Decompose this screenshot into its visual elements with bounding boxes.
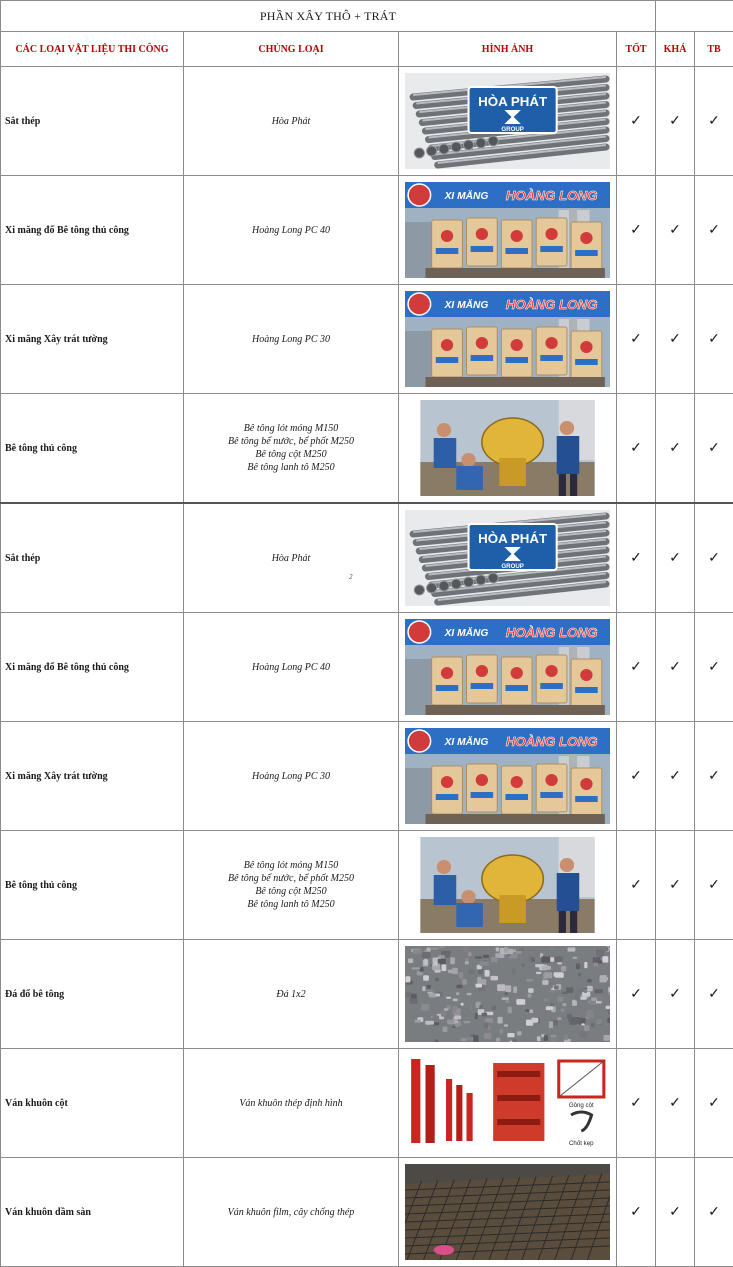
banner-text: XI MĂNG — [444, 626, 489, 639]
rating-good-check: ✓ — [617, 722, 656, 831]
rating-fair-check: ✓ — [656, 940, 695, 1049]
header-fair: KHÁ — [656, 32, 695, 67]
material-type — [184, 1049, 399, 1158]
concrete-mixer-photo — [405, 837, 610, 933]
material-name: Ván khuôn dầm sàn — [1, 1158, 184, 1267]
material-name: Sắt thép — [1, 67, 184, 176]
material-name: Xi măng đổ Bê tông thủ công — [1, 613, 184, 722]
title-row — [1, 1, 733, 32]
rating-good-check: ✓ — [617, 285, 656, 394]
material-image-cell — [399, 722, 617, 831]
table-row — [1, 940, 733, 1049]
stray-mark: 2 — [349, 573, 353, 581]
table-row — [1, 613, 733, 722]
material-image — [405, 510, 610, 606]
caption-clip: Chốt kẹp — [569, 1141, 594, 1147]
rating-good-check: ✓ — [617, 394, 656, 504]
rating-good-check: ✓ — [617, 613, 656, 722]
type-line: Hoàng Long PC 30 — [184, 770, 398, 783]
rating-good-check: ✓ — [617, 831, 656, 940]
type-line: Bê tông lót móng M150 — [184, 859, 398, 872]
rating-fair-check: ✓ — [656, 285, 695, 394]
header-row — [1, 32, 733, 67]
banner-text: XI MĂNG — [444, 189, 489, 202]
banner-brand: HOÀNG LONG — [506, 625, 598, 640]
rating-fair-check: ✓ — [656, 722, 695, 831]
table-row — [1, 1158, 733, 1267]
material-name: Ván khuôn cột — [1, 1049, 184, 1158]
logo-text: HÒA PHÁT — [478, 531, 547, 546]
concrete-mixer-photo — [405, 400, 610, 496]
slab-formwork-photo — [405, 1164, 610, 1260]
header-material: CÁC LOẠI VẬT LIỆU THI CÔNG — [1, 32, 184, 67]
rating-average-check: ✓ — [695, 67, 733, 176]
type-line: Ván khuôn thép định hình — [184, 1097, 398, 1110]
type-line: Hoàng Long PC 30 — [184, 333, 398, 346]
type-line: Bê tông cột M250 — [184, 885, 398, 898]
logo-sub: GROUP — [501, 564, 524, 570]
rating-fair-check: ✓ — [656, 831, 695, 940]
table-row — [1, 722, 733, 831]
material-type — [184, 940, 399, 1049]
material-image-cell — [399, 394, 617, 504]
rating-fair-check: ✓ — [656, 1158, 695, 1267]
rating-fair-check: ✓ — [656, 613, 695, 722]
section-title: PHẦN XÂY THÔ + TRÁT — [1, 1, 656, 32]
material-type — [184, 831, 399, 940]
rating-average-check: ✓ — [695, 722, 733, 831]
material-image-cell — [399, 940, 617, 1049]
table-row — [1, 285, 733, 394]
material-image-cell — [399, 176, 617, 285]
banner-text: XI MĂNG — [444, 735, 489, 748]
column-formwork-image — [405, 1055, 610, 1151]
steel-rebar-image — [405, 73, 610, 169]
rating-average-check: ✓ — [695, 503, 733, 613]
material-type — [184, 67, 399, 176]
material-type — [184, 503, 399, 613]
table-row — [1, 67, 733, 176]
material-type — [184, 1158, 399, 1267]
material-name: Bê tông thủ công — [1, 394, 184, 504]
material-image-cell — [399, 613, 617, 722]
material-image-cell — [399, 831, 617, 940]
material-image-cell — [399, 67, 617, 176]
type-line: Hoàng Long PC 40 — [184, 224, 398, 237]
material-type — [184, 176, 399, 285]
steel-rebar-image — [405, 510, 610, 606]
banner-text: XI MĂNG — [444, 298, 489, 311]
material-image-cell — [399, 1049, 617, 1158]
rating-average-check: ✓ — [695, 1158, 733, 1267]
material-name: Xi măng đổ Bê tông thủ công — [1, 176, 184, 285]
rating-average-check: ✓ — [695, 1049, 733, 1158]
header-image: HÌNH ẢNH — [399, 32, 617, 67]
material-type — [184, 722, 399, 831]
material-type — [184, 394, 399, 504]
rating-good-check: ✓ — [617, 1158, 656, 1267]
header-average: TB — [695, 32, 733, 67]
material-image — [405, 837, 610, 933]
rating-fair-check: ✓ — [656, 394, 695, 504]
type-line: Hòa Phát — [184, 115, 398, 128]
type-line: Hòa Phát — [184, 552, 398, 565]
material-image-cell — [399, 1158, 617, 1267]
rating-fair-check: ✓ — [656, 176, 695, 285]
material-name: Đá đổ bê tông — [1, 940, 184, 1049]
cement-bags-image — [405, 619, 610, 715]
header-good: TỐT — [617, 32, 656, 67]
material-image — [405, 619, 610, 715]
material-type — [184, 285, 399, 394]
material-image — [405, 182, 610, 278]
rating-good-check: ✓ — [617, 1049, 656, 1158]
type-line: Bê tông cột M250 — [184, 448, 398, 461]
rating-good-check: ✓ — [617, 67, 656, 176]
material-image-cell — [399, 503, 617, 613]
material-image — [405, 728, 610, 824]
material-name: Xi măng Xây trát tường — [1, 285, 184, 394]
table-row — [1, 1049, 733, 1158]
rating-average-check: ✓ — [695, 940, 733, 1049]
rating-fair-check: ✓ — [656, 1049, 695, 1158]
table-row — [1, 394, 733, 504]
cement-bags-image — [405, 182, 610, 278]
type-line: Bê tông lanh tô M250 — [184, 898, 398, 911]
banner-brand: HOÀNG LONG — [506, 734, 598, 749]
type-line: Bê tông lót móng M150 — [184, 422, 398, 435]
material-image-cell — [399, 285, 617, 394]
material-name: Xi măng Xây trát tường — [1, 722, 184, 831]
rating-good-check: ✓ — [617, 503, 656, 613]
title-blank-cell — [656, 1, 733, 32]
material-image — [405, 291, 610, 387]
rating-good-check: ✓ — [617, 940, 656, 1049]
material-image — [405, 1164, 610, 1260]
table-row — [1, 176, 733, 285]
type-line: Đá 1x2 — [184, 988, 398, 1001]
type-line: Ván khuôn film, cây chống thép — [184, 1206, 398, 1219]
material-image — [405, 400, 610, 496]
banner-brand: HOÀNG LONG — [506, 188, 598, 203]
rating-average-check: ✓ — [695, 285, 733, 394]
rating-average-check: ✓ — [695, 613, 733, 722]
rating-fair-check: ✓ — [656, 503, 695, 613]
caption-column-clamp: Gông cột — [569, 1103, 594, 1109]
rating-average-check: ✓ — [695, 831, 733, 940]
type-line: Bê tông lanh tô M250 — [184, 461, 398, 474]
banner-brand: HOÀNG LONG — [506, 297, 598, 312]
table-row — [1, 503, 733, 613]
type-line: Bê tông bể nước, bể phốt M250 — [184, 435, 398, 448]
table-row — [1, 831, 733, 940]
cement-bags-image — [405, 728, 610, 824]
logo-text: HÒA PHÁT — [478, 94, 547, 109]
rating-average-check: ✓ — [695, 394, 733, 504]
logo-sub: GROUP — [501, 127, 524, 133]
rating-good-check: ✓ — [617, 176, 656, 285]
material-image — [405, 73, 610, 169]
material-image — [405, 1055, 610, 1151]
rating-fair-check: ✓ — [656, 67, 695, 176]
material-image — [405, 946, 610, 1042]
material-type — [184, 613, 399, 722]
type-line: Hoàng Long PC 40 — [184, 661, 398, 674]
crushed-stone-photo — [405, 946, 610, 1042]
material-name: Sắt thép — [1, 503, 184, 613]
cement-bags-image — [405, 291, 610, 387]
rating-average-check: ✓ — [695, 176, 733, 285]
header-type: CHỦNG LOẠI — [184, 32, 399, 67]
type-line: Bê tông bể nước, bể phốt M250 — [184, 872, 398, 885]
material-name: Bê tông thủ công — [1, 831, 184, 940]
